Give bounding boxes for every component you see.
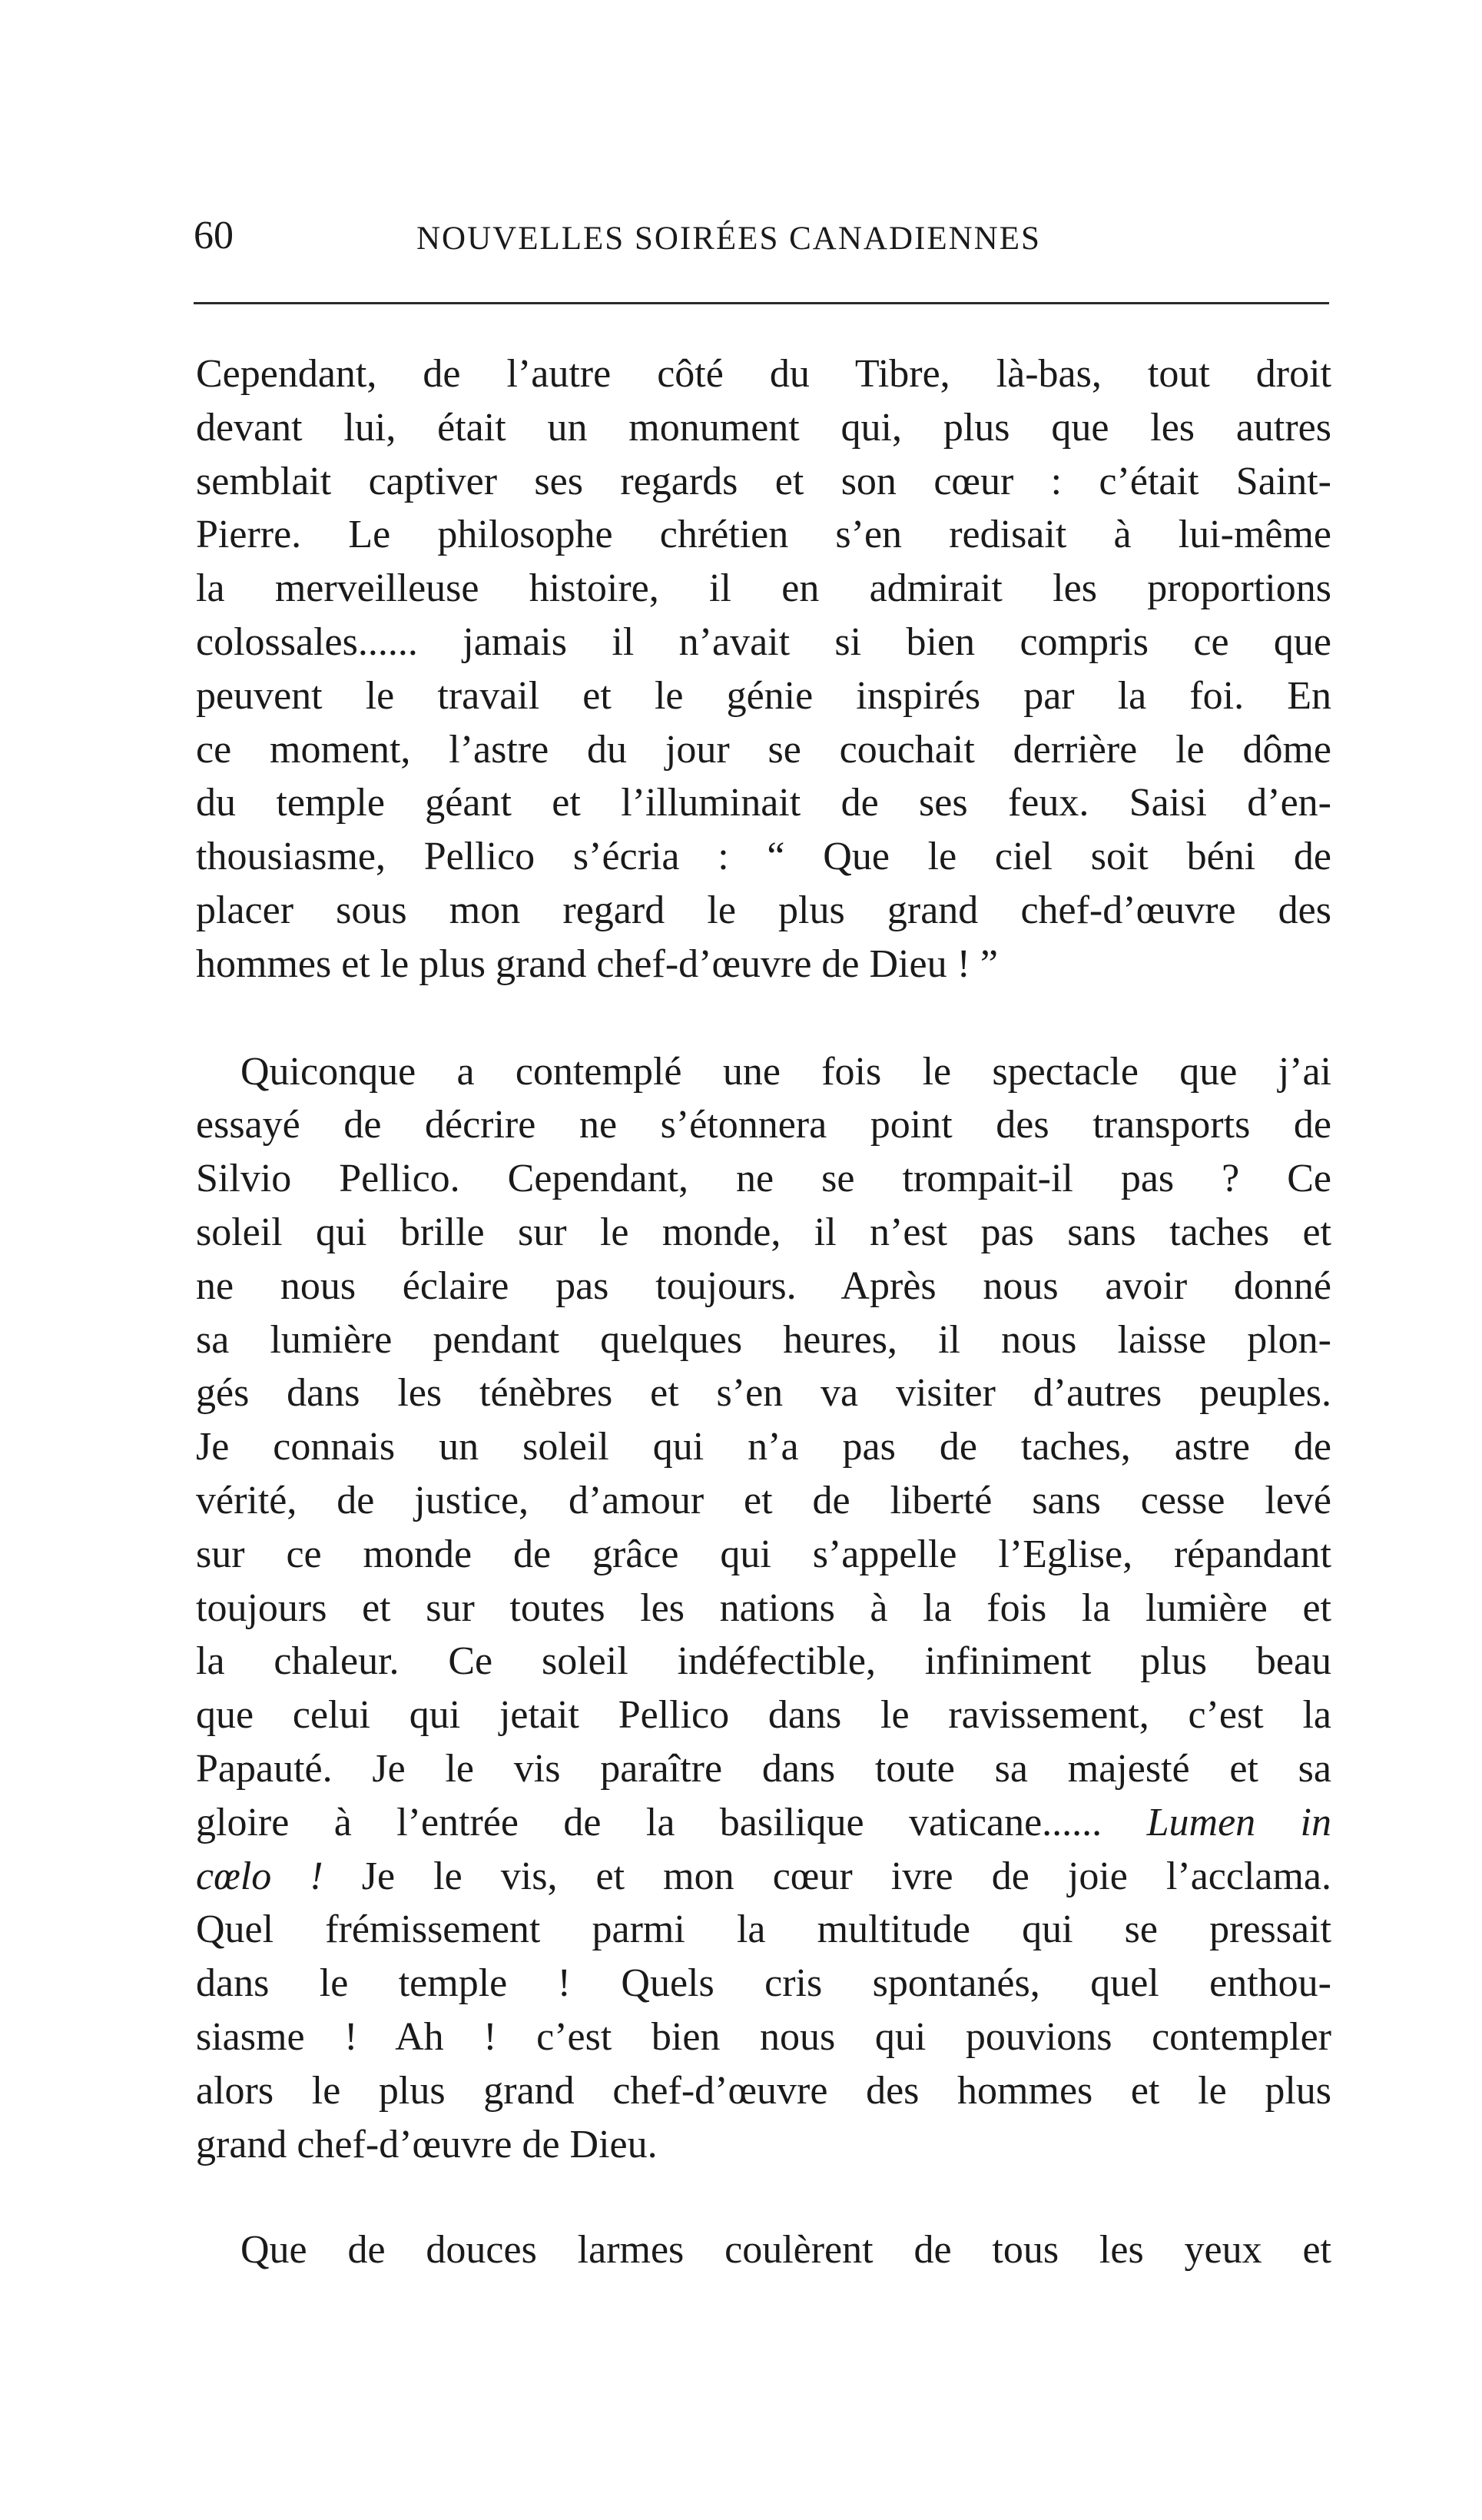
text-line: Silvio Pellico. Cependant, ne se trompait-il pas ? Ce xyxy=(196,1157,1331,1201)
page-number: 60 xyxy=(194,214,234,257)
text-line: que celui qui jetait Pellico dans le ravissement, c’est la xyxy=(196,1693,1331,1738)
italic-run: cœlo ! xyxy=(196,1854,323,1898)
paragraph-gap xyxy=(196,2171,1331,2223)
text-line: siasme ! Ah ! c’est bien nous qui pouvions contempler xyxy=(196,2014,1331,2059)
paragraph-2 xyxy=(196,1045,1331,2172)
italic-run: Lumen in xyxy=(1146,1800,1332,1844)
text-line-with-italic xyxy=(196,1850,1331,1904)
text-line: toujours et sur toutes les nations à la fois la lumière et xyxy=(196,1585,1331,1630)
text-line: du temple géant et l’illuminait de ses feux. Saisi d’en- xyxy=(196,781,1331,825)
text-line: vérité, de justice, d’amour et de liberté sans cesse levé xyxy=(196,1478,1331,1522)
paragraph-gap xyxy=(196,991,1331,1045)
text-line: devant lui, était un monument qui, plus que les autres xyxy=(196,405,1331,450)
text-line: Papauté. Je le vis paraître dans toute sa majesté et sa xyxy=(196,1746,1331,1791)
text-line: placer sous mon regard le plus grand chef-d’œuvre des xyxy=(196,888,1331,932)
text-line: la merveilleuse histoire, il en admirait les proportions xyxy=(196,566,1331,611)
text-line: sa lumière pendant quelques heures, il nous laisse plon- xyxy=(196,1317,1331,1362)
text-line: Quel frémissement parmi la multitude qui se pressait xyxy=(196,1907,1331,1952)
text-line: sur ce monde de grâce qui s’appelle l’Eglise, répandant xyxy=(196,1532,1331,1576)
text-run: gloire à l’entrée de la basilique vaticane...... xyxy=(196,1800,1102,1844)
text-run: Je le vis, et mon cœur ivre de joie l’acclama. xyxy=(361,1854,1331,1898)
paragraph-3 xyxy=(196,2223,1331,2277)
text-line: ce moment, l’astre du jour se couchait derrière le dôme xyxy=(196,727,1331,772)
text-line: dans le temple ! Quels cris spontanés, quel enthou- xyxy=(196,1961,1331,2006)
text-line: essayé de décrire ne s’étonnera point des transports de xyxy=(196,1103,1331,1147)
text-line: hommes et le plus grand chef-d’œuvre de Dieu ! ” xyxy=(196,941,998,986)
header-rule xyxy=(194,302,1329,304)
text-line: Que de douces larmes coulèrent de tous les yeux et xyxy=(240,2228,1331,2273)
text-line: alors le plus grand chef-d’œuvre des hommes et le plus xyxy=(196,2068,1331,2113)
text-line: la chaleur. Ce soleil indéfectible, infiniment plus beau xyxy=(196,1639,1331,1684)
text-line: semblait captiver ses regards et son cœur : c’était Saint- xyxy=(196,459,1331,503)
text-line: Quiconque a contemplé une fois le spectacle que j’ai xyxy=(240,1049,1331,1094)
text-line: peuvent le travail et le génie inspirés par la foi. En xyxy=(196,673,1331,718)
text-line-with-italic xyxy=(196,1796,1331,1850)
text-line: thousiasme, Pellico s’écria : “ Que le ciel soit béni de xyxy=(196,835,1331,879)
text-line: Pierre. Le philosophe chrétien s’en redisait à lui-même xyxy=(196,513,1331,557)
text-line: grand chef-d’œuvre de Dieu. xyxy=(196,2122,658,2166)
text-line: Je connais un soleil qui n’a pas de taches, astre de xyxy=(196,1425,1331,1469)
text-line: gés dans les ténèbres et s’en va visiter d’autres peuples. xyxy=(196,1371,1331,1416)
running-head xyxy=(194,209,1331,263)
running-title: NOUVELLES SOIRÉES CANADIENNES xyxy=(416,221,1041,257)
text-line: ne nous éclaire pas toujours. Après nous avoir donné xyxy=(196,1263,1331,1308)
text-line: colossales...... jamais il n’avait si bien compris ce que xyxy=(196,619,1331,664)
text-line: soleil qui brille sur le monde, il n’est pas sans taches et xyxy=(196,1210,1331,1254)
paragraph-1 xyxy=(196,347,1331,991)
text-line: Cependant, de l’autre côté du Tibre, là-bas, tout droit xyxy=(196,352,1331,396)
body-text xyxy=(196,347,1331,2277)
